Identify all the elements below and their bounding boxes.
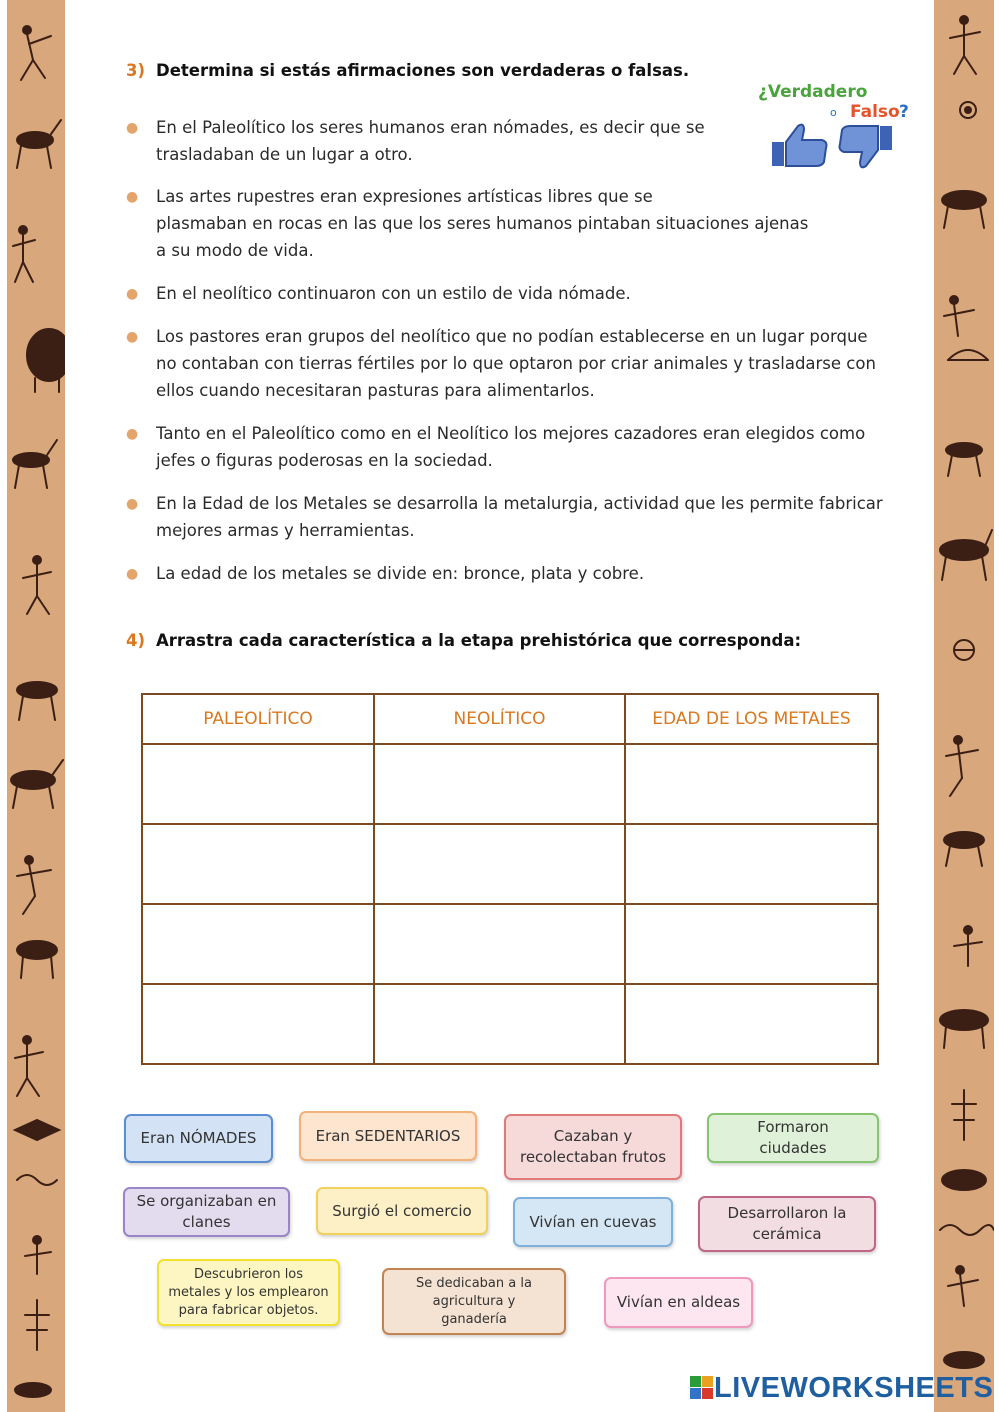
badge-verdadero: ¿Verdadero	[758, 82, 868, 102]
cave-art-border-right	[934, 0, 994, 1412]
table-row	[142, 744, 878, 824]
question-3-heading	[126, 61, 689, 80]
question-4-number: 4)	[126, 631, 146, 650]
chip-vivian-cuevas[interactable]: Vivían en cuevas	[513, 1197, 673, 1247]
chip-vivian-aldeas[interactable]: Vivían en aldeas	[604, 1277, 753, 1328]
bullet-dot: ●	[126, 189, 139, 205]
cave-art-border-left	[7, 0, 65, 1412]
chip-eran-nomades[interactable]: Eran NÓMADES	[124, 1114, 273, 1163]
drop-zone[interactable]	[625, 824, 878, 904]
question-3-number: 3)	[126, 61, 146, 80]
drop-zone[interactable]	[374, 984, 625, 1064]
statement-3: ● En el neolítico continuaron con un estilo de vida nómade.	[126, 280, 886, 307]
drop-zone[interactable]	[625, 744, 878, 824]
bullet-dot: ●	[126, 566, 139, 582]
question-4-heading	[126, 631, 801, 650]
chip-metales[interactable]: Descubrieron los metales y los emplearon para fabricar objetos.	[157, 1259, 340, 1326]
badge-o: o	[830, 106, 837, 119]
drop-zone[interactable]	[625, 984, 878, 1064]
liveworksheets-icon	[690, 1376, 714, 1400]
bullet-dot: ●	[126, 426, 139, 442]
drop-zone[interactable]	[374, 744, 625, 824]
table-header-row	[142, 694, 878, 744]
chip-cazaban-recolectaban[interactable]: Cazaban y recolectaban frutos	[504, 1114, 682, 1180]
liveworksheets-brand: LIVEWORKSHEETS	[714, 1371, 994, 1404]
chip-agricultura-ganaderia[interactable]: Se dedicaban a la agricultura y ganadería	[382, 1268, 566, 1335]
column-edad-metales: EDAD DE LOS METALES	[625, 694, 878, 744]
bullet-dot: ●	[126, 286, 139, 302]
drop-zone[interactable]	[142, 824, 374, 904]
chip-formaron-ciudades[interactable]: Formaron ciudades	[707, 1113, 879, 1163]
column-paleolitico: PALEOLÍTICO	[142, 694, 374, 744]
chip-ceramica[interactable]: Desarrollaron la cerámica	[698, 1196, 876, 1252]
table-row	[142, 984, 878, 1064]
statement-5: ● Tanto en el Paleolítico como en el Neolítico los mejores cazadores eran elegidos como jefes o figuras poderosas en la sociedad.	[126, 420, 886, 474]
drop-zone[interactable]	[625, 904, 878, 984]
table-row	[142, 904, 878, 984]
statement-6: ● En la Edad de los Metales se desarrolla la metalurgia, actividad que les permite fabricar mejores armas y herramientas.	[126, 490, 886, 544]
bullet-dot: ●	[126, 120, 139, 136]
badge-falso: Falso	[850, 102, 900, 122]
drop-zone[interactable]	[142, 744, 374, 824]
statement-4: ● Los pastores eran grupos del neolítico que no podían establecerse en un lugar porque no contaban con tierras fértiles por lo que optaron por criar animales y trasladarse con ellos cuando necesitaran pasturas para alimentarlos.	[126, 323, 886, 404]
liveworksheets-logo	[690, 1372, 993, 1404]
drop-zone[interactable]	[374, 824, 625, 904]
cave-art-figures-right	[934, 0, 994, 1412]
question-4-title: Arrastra cada característica a la etapa prehistórica que corresponda:	[156, 631, 802, 650]
chip-surgio-comercio[interactable]: Surgió el comercio	[316, 1187, 488, 1235]
drop-zone[interactable]	[374, 904, 625, 984]
statement-2: ● Las artes rupestres eran expresiones artísticas libres que se plasmaban en rocas en las que los seres humanos pintaban situaciones ajenas a su modo de vida.	[126, 183, 886, 264]
classification-table	[141, 693, 879, 1065]
table-row	[142, 824, 878, 904]
column-neolitico: NEOLÍTICO	[374, 694, 625, 744]
chip-eran-sedentarios[interactable]: Eran SEDENTARIOS	[299, 1111, 477, 1161]
cave-art-figures-left	[7, 0, 65, 1412]
drop-zone[interactable]	[142, 904, 374, 984]
statement-7: ● La edad de los metales se divide en: bronce, plata y cobre.	[126, 560, 886, 587]
statement-1: ● En el Paleolítico los seres humanos eran nómades, es decir que se trasladaban de un lugar a otro.	[126, 114, 886, 168]
chip-clanes[interactable]: Se organizaban en clanes	[123, 1187, 290, 1237]
bullet-dot: ●	[126, 329, 139, 345]
badge-question-mark: ?	[899, 102, 909, 122]
drop-zone[interactable]	[142, 984, 374, 1064]
question-3-title: Determina si estás afirmaciones son verdaderas o falsas.	[156, 61, 690, 80]
bullet-dot: ●	[126, 496, 139, 512]
